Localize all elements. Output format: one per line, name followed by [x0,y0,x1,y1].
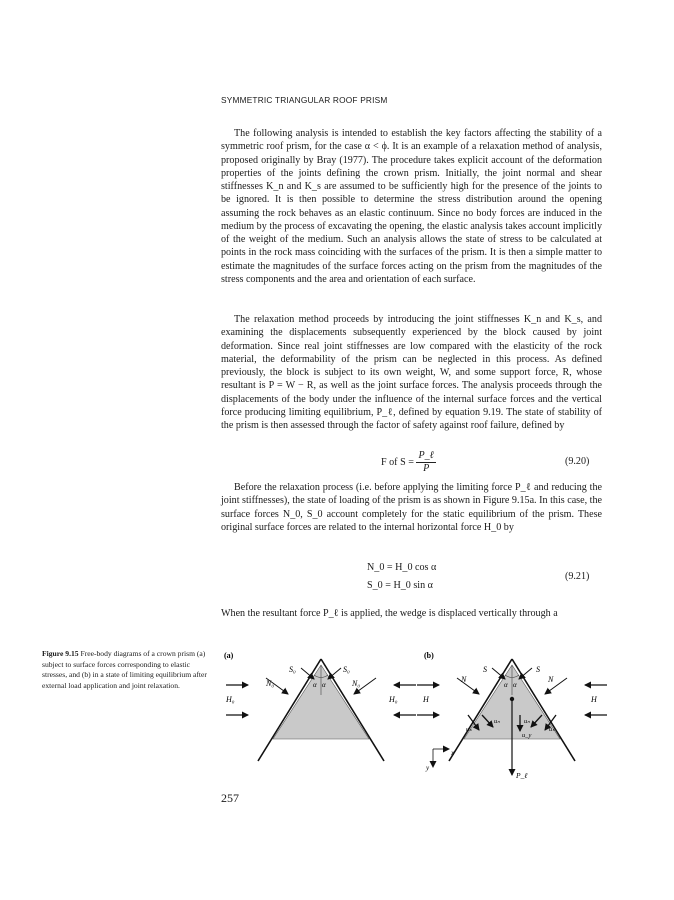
panel-b-alpha-left: α [504,681,508,689]
panel-a-alpha-right: α [322,681,326,689]
panel-b-us-left: uₛ [466,726,472,733]
panel-b-alpha-right: α [513,681,517,689]
running-head: SYMMETRIC TRIANGULAR ROOF PRISM [221,95,388,105]
paragraph-3-text: Before the relaxation process (i.e. before applying the limiting force P_ℓ and reducing the joint stiffnesses), the state of loading of the prism is as shown in Figure 9.15a. In this case, the surface forces N_0, S_0 account completely for the static equilibrium of the prism. These original surface forces are related to the internal horizontal force H_0 by [221,482,602,533]
paragraph-1-text: The following analysis is intended to establish the key factors affecting the stability of a symmetric roof prism, for the case α < ϕ. It is an example of a relaxation method of analysis, proposed originally by Bray (1977). The procedure takes explicit account of the deformation properties of the joints defining the crown prism. Initially, the joint normal and shear stiffnesses K_n and K_s are assumed to be sufficiently high for the presence of the joints to be ignored. It is then possible to determine the stress distribution around the opening assuming the rock behaves as an elastic continuum. Since no body forces are induced in the medium by the process of excavating the opening, the elastic analysis takes account implicitly of the weight of the medium. Such an analysis allows the state of stress to be calculated at points in the rock mass coinciding with the surfaces of the prism. It is then a simple matter to estimate the magnitudes of the surface forces acting on the prism from the magnitudes of the stress components and the area and orientation of each surface. [221,128,602,285]
panel-b-x-label: x [451,749,455,757]
paragraph-3 [221,481,602,534]
panel-a-label: (a) [224,651,234,660]
panel-b-label: (b) [424,651,434,660]
panel-b-uy: u_y [522,732,532,739]
panel-b-y-label: y [426,764,430,772]
paragraph-1 [221,127,602,286]
equation-9-20 [381,450,436,475]
panel-b-H-right: H [591,695,597,704]
panel-b-N-right: N [548,675,554,684]
equation-9-21-number: (9.21) [565,571,590,582]
panel-b-H-left: H [423,695,429,704]
equation-9-20-lhs: F of S = [381,456,414,468]
equation-9-20-numerator: P_ℓ [418,450,434,461]
paragraph-4-text: When the resultant force P_ℓ is applied, the wedge is displaced vertically through a [221,608,558,619]
figure-panel-b [417,651,607,780]
equation-9-20-fraction [416,450,435,475]
panel-a-H0-right: H₀ [389,695,398,704]
paragraph-2 [221,313,602,432]
panel-b-centroid [510,697,514,701]
panel-b-un-right: uₙ [524,718,530,725]
panel-b-S-left: S [483,665,487,674]
figure-panel-a [224,651,416,761]
panel-b-S-right: S [536,665,540,674]
equation-9-21-line-1: N_0 = H_0 cos α [367,562,437,573]
figure-caption-label: Figure 9.15 [42,649,79,658]
panel-b-us-right: uₛ [549,726,555,733]
paragraph-2-text: The relaxation method proceeds by introducing the joint stiffnesses K_n and K_s, and examining the displacements subsequently experienced by the block caused by joint deformation. Since real joint stiffnesses are low compared with the elasticity of the rock material, the deformability of the prism can be neglected in this process. As defined previously, the block is subject to its own weight, W, and some support force, R, whose resultant is P = W − R, as well as the joint surface forces. The analysis proceeds through the displacements of the body under the influence of the internal surface forces and the vertical force producing limiting equilibrium, P_ℓ, defined by equation 9.19. The state of stability of the prism is then assessed through the factor of safety against roof failure, defined by [221,314,602,431]
panel-b-N-left: N [461,675,467,684]
figure-9-15 [218,645,608,785]
panel-b-un-left: uₙ [494,718,500,725]
figure-caption [42,649,210,691]
panel-a-N0-left: N₀ [266,679,275,688]
panel-a-H0-left: H₀ [226,695,235,704]
panel-b-load-label: P_ℓ [516,771,528,780]
panel-a-S0-right: S₀ [343,665,350,674]
equation-9-20-denominator: P [423,463,430,474]
equation-9-21-line-2: S_0 = H_0 sin α [367,580,433,591]
equation-9-20-number: (9.20) [565,456,590,467]
paragraph-4 [221,607,602,620]
panel-a-N0-right: N₀ [352,679,361,688]
page-number: 257 [221,791,239,805]
panel-a-S0-left: S₀ [289,665,296,674]
figure-caption-text: Free-body diagrams of a crown prism (a) subject to surface forces corresponding to elastic stresses, and (b) in a state of limiting equilibrium after external load application and joint relaxation. [42,649,207,690]
panel-a-alpha-left: α [313,681,317,689]
